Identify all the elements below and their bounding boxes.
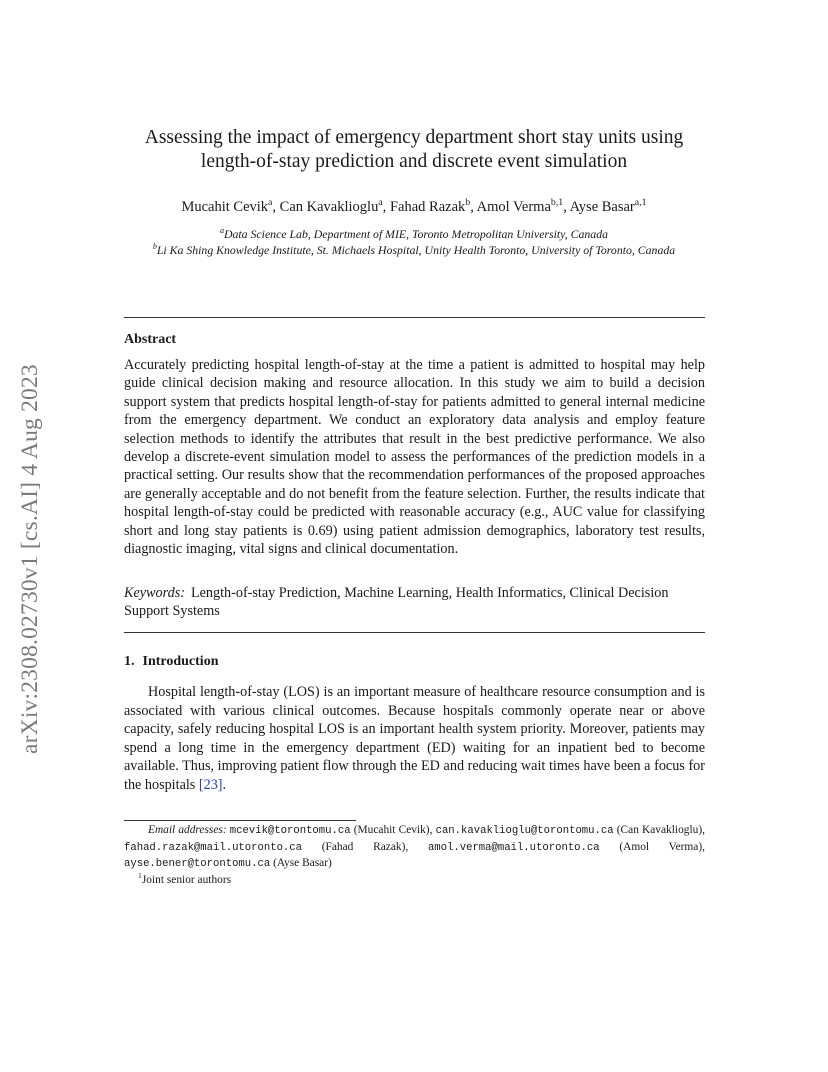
section-title: Introduction (142, 654, 219, 669)
email-owner: (Fahad Razak) (321, 840, 406, 853)
section-heading (124, 652, 218, 672)
arxiv-identifier: arXiv:2308.02730v1 [cs.AI] 4 Aug 2023 (17, 364, 43, 754)
email-entry (124, 841, 428, 853)
email-owner: (Can Kavaklioglu) (616, 824, 703, 836)
author-name: Ayse Basar (569, 199, 635, 215)
affiliation (120, 243, 708, 259)
footnote-rule (124, 820, 356, 821)
author-name: Can Kavaklioglu (279, 199, 379, 215)
email-entry (428, 841, 705, 853)
affiliation-text: Li Ka Shing Knowledge Institute, St. Michaels Hospital, Unity Health Toronto, University of Toronto, Canada (156, 242, 676, 257)
paragraph-end: . (222, 776, 227, 793)
email-address[interactable]: mcevik@torontomu.ca (229, 825, 351, 837)
author-separator: , (382, 199, 390, 215)
affiliation-list (120, 227, 708, 258)
author-separator: , (563, 199, 570, 215)
abstract-bottom-rule (124, 632, 705, 633)
author (280, 199, 390, 215)
author-affiliation-mark: b (465, 197, 471, 209)
email-address[interactable]: amol.verma@mail.utoronto.ca (427, 841, 600, 854)
affiliation-mark: b (152, 241, 157, 251)
footnote-text: Joint senior authors (141, 873, 232, 886)
author (390, 199, 477, 215)
affiliation (120, 227, 708, 243)
email-separator: , (702, 840, 705, 853)
footnote-emails (124, 823, 705, 873)
email-address[interactable]: ayse.bener@torontomu.ca (124, 858, 271, 870)
keywords-label: Keywords: (124, 585, 185, 601)
paragraph-text: Hospital length-of-stay (LOS) is an important measure of healthcare resource consumption and is associated with various clinical outcomes. Because hospitals commonly operate near or above capacity, safely reducing hospital LOS is an important health system priority. Moreover, patients may spend a long time in the emergency department (ED) waiting for an inpatient bed to become available. Thus, improving patient flow through the ED and reducing wait times have been a focus for the hospitals (124, 684, 705, 793)
section-number: 1. (124, 654, 135, 669)
author (181, 199, 279, 215)
email-owner: (Mucahit Cevik) (353, 824, 430, 836)
author-affiliation-mark: a (268, 197, 273, 209)
affiliation-text: Data Science Lab, Department of MIE, Toronto Metropolitan University, Canada (223, 227, 609, 241)
email-owner: (Ayse Basar) (273, 857, 332, 869)
footnote-mark: 1 (138, 870, 142, 880)
author-affiliation-mark: b,1 (550, 197, 564, 209)
email-entry (230, 824, 436, 836)
author (477, 199, 570, 215)
email-separator: , (405, 840, 428, 853)
email-address[interactable]: can.kavaklioglu@torontomu.ca (435, 825, 614, 837)
citation-link[interactable]: [23] (198, 776, 223, 793)
title-line-2: length-of-stay prediction and discrete event simulation (200, 151, 628, 172)
author-affiliation-mark: a (378, 197, 383, 209)
author-separator: , (272, 199, 280, 215)
footnote-joint-authors (138, 870, 705, 889)
email-entry (124, 857, 332, 869)
paper-title (100, 126, 728, 174)
author-name: Fahad Razak (389, 199, 466, 215)
email-owner: (Amol Verma) (619, 840, 703, 853)
keywords-text: Length-of-stay Prediction, Machine Learning, Health Informatics, Clinical Decision Support Systems (124, 585, 669, 620)
title-line-1: Assessing the impact of emergency department short stay units using (144, 127, 684, 148)
introduction-paragraph (124, 683, 705, 795)
email-label: Email addresses: (148, 824, 227, 836)
affiliation-mark: a (219, 226, 224, 236)
email-separator: , (702, 824, 705, 836)
email-entry (436, 824, 705, 836)
footnotes (124, 823, 705, 888)
author (570, 199, 647, 215)
abstract-top-rule (124, 317, 705, 318)
keywords (124, 584, 705, 621)
author-list (100, 197, 728, 217)
email-separator: , (429, 824, 436, 836)
author-name: Mucahit Cevik (181, 199, 269, 215)
abstract-body: Accurately predicting hospital length-of-stay at the time a patient is admitted to hospital may help guide clinical decision making and resource allocation. In this study we aim to build a decision support system that predicts hospital length-of-stay for patients admitted to general internal medicine from the emergency department. We conduct an exploratory data analysis and employ feature selection methods to identify the attributes that result in the best predictive performance. We also develop a discrete-event simulation model to assess the performances of the prediction models in a practical setting. Our results show that the recommendation performances of the proposed approaches are generally acceptable and do not benefit from the feature selection. Further, the results indicate that hospital length-of-stay could be predicted with reasonable accuracy (e.g., AUC value for classifying short and long stay patients is 0.69) using patient admission demographics, laboratory test results, diagnostic imaging, vital signs and clinical documentation. (124, 357, 705, 558)
author-separator: , (470, 199, 477, 215)
email-address[interactable]: fahad.razak@mail.utoronto.ca (124, 841, 303, 854)
author-affiliation-mark: a,1 (634, 197, 647, 209)
abstract-heading: Abstract (124, 332, 177, 347)
author-name: Amol Verma (476, 199, 551, 215)
